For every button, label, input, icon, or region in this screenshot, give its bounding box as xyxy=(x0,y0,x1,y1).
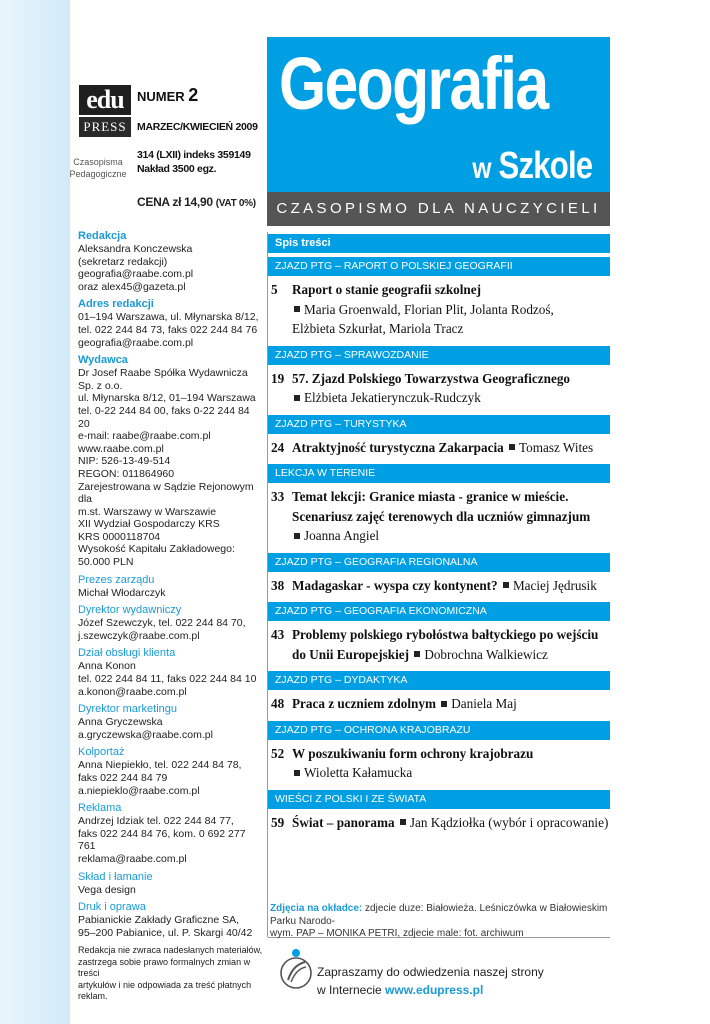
logo-subtitle: Czasopisma Pedagogiczne xyxy=(69,157,127,179)
colophon-heading: Redakcja xyxy=(78,230,127,242)
footer-line1: Zapraszamy do odwiedzenia naszej strony xyxy=(317,965,544,979)
toc-section-bar: ZJAZD PTG – GEOGRAFIA REGIONALNA xyxy=(268,553,610,572)
bullet-square-icon xyxy=(400,819,406,825)
masthead xyxy=(267,37,610,192)
toc-article-authors: Dobrochna Walkiewicz xyxy=(424,646,548,662)
colophon-heading: Druk i oprawa xyxy=(78,901,146,914)
toc-section-bar: WIEŚCI Z POLSKI I ZE ŚWIATA xyxy=(268,790,610,809)
colophon-heading: Kolportaż xyxy=(78,746,125,759)
toc-page-number: 38 xyxy=(271,577,285,593)
toc-entry[interactable] xyxy=(268,690,610,719)
toc-section-bar: ZJAZD PTG – GEOGRAFIA EKONOMICZNA xyxy=(268,602,610,621)
colophon-text: Anna Gryczewska a.gryczewska@raabe.com.pl xyxy=(78,716,213,741)
photo-credits: Zdjęcia na okładce: zdjecie duze: Białowieża. Leśniczówka w Białowieskim Parku Narodo- wym. PAP – MONIKA PETRI, zdjecie male: fot. archiwum xyxy=(270,903,608,939)
colophon-heading: Reklama xyxy=(78,802,122,815)
colophon-text: 01–194 Warszawa, ul. Młynarska 8/12, tel. 022 244 84 73, faks 022 244 84 76 geografia@raabe.com.pl xyxy=(78,311,259,349)
table-of-contents xyxy=(268,234,610,837)
issue-info xyxy=(137,85,258,176)
colophon-heading: Skład i łamanie xyxy=(78,870,153,883)
colophon-heading: Dyrektor marketingu xyxy=(78,703,178,716)
toc-article-title: Atraktyjność turystyczna Zakarpacia xyxy=(292,439,504,455)
footer-line2: w Internecie www.edupress.pl xyxy=(317,983,484,997)
left-color-band xyxy=(0,0,70,1024)
toc-article-title: 57. Zjazd Polskiego Towarzystwa Geograficznego xyxy=(292,370,571,386)
colophon-text: Vega design xyxy=(78,883,136,896)
colophon-text: Aleksandra Konczewska (sekretarz redakcji) geografia@raabe.com.pl oraz alex45@gazeta.pl xyxy=(78,243,194,293)
toc-page-number: 5 xyxy=(271,282,278,297)
toc-section-bar: ZJAZD PTG – RAPORT O POLSKIEJ GEOGRAFII xyxy=(268,257,610,276)
toc-article-authors: Tomasz Wites xyxy=(519,439,594,455)
bullet-square-icon xyxy=(294,395,300,401)
bullet-square-icon xyxy=(294,770,300,776)
toc-article-authors: Joanna Angiel xyxy=(304,528,380,543)
toc-article-authors: Elżbieta Jekatierynczuk-Rudczyk xyxy=(304,390,481,405)
magazine-tagline: CZASOPISMO DLA NAUCZYCIELI xyxy=(267,192,610,226)
colophon-note: Redakcja nie zwraca nadesłanych materiałów, zastrzega sobie prawo formalnych zmian w treści artykułów i nie odpowiada za treść płatnych reklam. xyxy=(78,945,263,1002)
colophon-text: Anna Konon tel. 022 244 84 11, faks 022 244 84 10 a.konon@raabe.com.pl xyxy=(78,660,257,698)
colophon-text: Pabianickie Zakłady Graficzne SA, 95–200 Pabianice, ul. P. Skargi 40/42 xyxy=(78,914,253,939)
edupress-globe-icon xyxy=(278,948,314,990)
toc-entry[interactable] xyxy=(268,483,610,551)
issue-date: MARZEC/KWIECIEŃ 2009 xyxy=(137,121,258,133)
issue-price: CENA zł 14,90 (VAT 0%) xyxy=(137,195,256,209)
bullet-square-icon xyxy=(414,651,420,657)
toc-entry[interactable] xyxy=(268,809,610,838)
bullet-square-icon xyxy=(294,306,300,312)
issue-circulation: Nakład 3500 egz. xyxy=(137,163,217,175)
logo-press: PRESS xyxy=(79,117,131,137)
colophon-text: Dr Josef Raabe Spółka Wydawnicza Sp. z o.o. ul. Młynarska 8/12, 01–194 Warszawa tel. 0-22 244 84 00, faks 0-22 244 84 20 e-mail: raabe@raabe.com.pl www.raabe.com.pl NIP: 526-13-49-514 REGON: 011864960 Zarejestrowana w Sądzie Rejonowym dla m.st. Warszawy w Warszawie XII Wydział Gospodarczy KRS KRS 0000118704 Wysokość Kapitału Zakładowego: 50.000 PLN xyxy=(78,367,256,569)
toc-section-bar: ZJAZD PTG – DYDAKTYKA xyxy=(268,671,610,690)
edupress-logo xyxy=(79,85,131,155)
toc-article-title: Problemy polskiego rybołóstwa bałtyckiego po wejściu do Unii Europejskiej xyxy=(292,627,599,662)
colophon-heading: Adres redakcji xyxy=(78,298,154,311)
footer-url[interactable]: www.edupress.pl xyxy=(385,983,484,997)
toc-article-title: Madagaskar - wyspa czy kontynent? xyxy=(292,577,498,593)
toc-heading: Spis treści xyxy=(268,234,610,253)
toc-page-number: 43 xyxy=(271,627,285,642)
colophon-heading: Prezes zarządu xyxy=(78,573,155,586)
colophon-text: Anna Niepiekło, tel. 022 244 84 78, faks 022 244 84 79 a.niepieklo@raabe.com.pl xyxy=(78,759,242,797)
footer-invitation xyxy=(317,963,544,999)
toc-article-authors: Daniela Maj xyxy=(451,696,517,711)
bullet-square-icon xyxy=(503,582,509,588)
colophon-text: Michał Włodarczyk xyxy=(78,586,166,599)
bullet-square-icon xyxy=(509,444,515,450)
toc-article-title: Praca z uczniem zdolnym xyxy=(292,696,436,711)
magazine-title: Geografia xyxy=(279,42,548,125)
colophon-text: Józef Szewczyk, tel. 022 244 84 70, j.szewczyk@raabe.com.pl xyxy=(78,617,246,642)
toc-entry[interactable] xyxy=(268,621,610,669)
toc-article-title: Raport o stanie geografii szkolnej xyxy=(292,282,481,297)
colophon-text: Andrzej Idziak tel. 022 244 84 77, faks 022 244 84 76, kom. 0 692 277 761 reklama@raabe.com.pl xyxy=(78,815,246,865)
bullet-square-icon xyxy=(441,701,447,707)
issue-number: NUMER 2 xyxy=(137,85,199,105)
toc-article-title: W poszukiwaniu form ochrony krajobrazu xyxy=(292,745,534,761)
toc-page-number: 24 xyxy=(271,439,285,455)
issue-index: 314 (LXII) indeks 359149 xyxy=(137,149,251,161)
toc-article-authors: Wioletta Kałamucka xyxy=(304,765,413,780)
toc-page-number: 52 xyxy=(271,745,285,761)
toc-entry[interactable] xyxy=(268,572,610,601)
colophon-heading: Dyrektor wydawniczy xyxy=(78,604,182,617)
toc-entry[interactable] xyxy=(268,740,610,788)
colophon xyxy=(78,230,263,1003)
toc-page-number: 19 xyxy=(271,370,285,386)
toc-section-bar: LEKCJA W TERENIE xyxy=(268,464,610,483)
colophon-heading: Dział obsługi klienta xyxy=(78,647,176,660)
toc-page-number: 33 xyxy=(271,489,285,504)
colophon-heading: Wydawca xyxy=(78,354,128,367)
toc-article-title: Temat lekcji: Granice miasta - granice w mieście. Scenariusz zajęć terenowych dla uczniów gimnazjum xyxy=(292,489,591,524)
bullet-square-icon xyxy=(294,533,300,539)
toc-entry[interactable] xyxy=(268,276,610,344)
toc-article-authors: Maciej Jędrusik xyxy=(512,577,597,593)
toc-article-title: Świat – panorama xyxy=(292,814,395,830)
toc-article-authors: Jan Kądziołka (wybór i opracowanie) xyxy=(409,814,609,830)
logo-edu: edu xyxy=(79,85,131,115)
toc-page-number: 59 xyxy=(271,814,285,830)
toc-section-bar: ZJAZD PTG – OCHRONA KRAJOBRAZU xyxy=(268,721,610,740)
toc-section-bar: ZJAZD PTG – TURYSTYKA xyxy=(268,415,610,434)
magazine-subtitle: w Szkole xyxy=(472,145,592,187)
toc-page-number: 48 xyxy=(271,696,285,711)
toc-entry[interactable] xyxy=(268,434,610,463)
toc-entry[interactable] xyxy=(268,365,610,413)
toc-section-bar: ZJAZD PTG – SPRAWOZDANIE xyxy=(268,346,610,365)
toc-article-authors: Maria Groenwald, Florian Plit, Jolanta Rodzoś, Elżbieta Szkurłat, Mariola Tracz xyxy=(292,301,554,336)
